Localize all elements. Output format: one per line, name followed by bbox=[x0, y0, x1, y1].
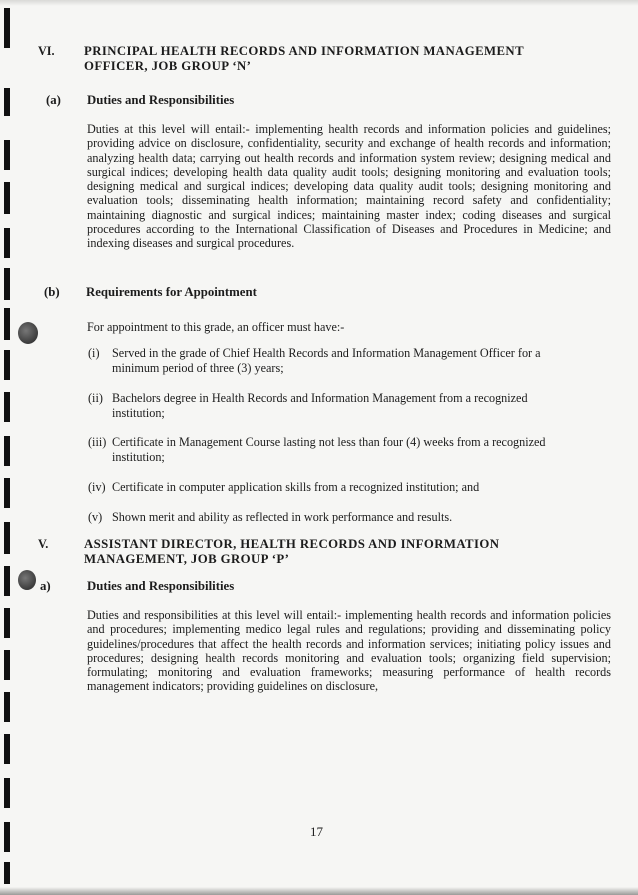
list-item-number: (ii) bbox=[88, 391, 103, 405]
binder-mark bbox=[4, 862, 10, 884]
binder-mark bbox=[4, 650, 10, 680]
section-numeral: V. bbox=[38, 537, 49, 551]
list-item-number: (v) bbox=[88, 510, 103, 524]
subsection-label: (b) bbox=[44, 285, 60, 299]
scan-edge-bottom bbox=[0, 887, 638, 895]
list-item: Served in the grade of Chief Health Records and Information Management Officer for a minimum period of three (3) years; bbox=[112, 346, 541, 375]
section-title: PRINCIPAL HEALTH RECORDS AND INFORMATION MANAGEMENT OFFICER, JOB GROUP ‘N’ bbox=[84, 44, 524, 73]
list-item: Certificate in computer application skills from a recognized institution; and bbox=[112, 480, 480, 494]
list-item: Shown merit and ability as reflected in work performance and results. bbox=[112, 510, 453, 524]
duties-paragraph: Duties at this level will entail:- implementing health records and information policies and guidelines; providing advice on disclosure, confidentiality, security and exchange of health records and information; analyzing health data; carrying out health records and information system review; designing medical and surgical indices; developing health data quality audit tools; designing monitoring and evaluation tools; designing medical and surgical indices; developing data quality audit tools; designing monitoring and evaluation tools; disseminating health information; maintaining record safety and confidentiality; maintaining diagnostic and surgical indices; maintaining master index; coding diseases and surgical procedures according to the International Classification of Diseases and Procedures in Medicine; and indexing diseases and surgical procedures. bbox=[87, 122, 611, 251]
duties-paragraph: Duties and responsibilities at this level will entail:- implementing health records and information policies and procedures; implementing medico legal rules and regulations; providing and disseminating policy guidelines/procedures that affect the health records and information services; initiating policy issues and procedures; designing health records monitoring and evaluation tools; organizing field supervision; formulating; monitoring and evaluation frameworks; measuring performance of health records management indicators; providing guidelines on disclosure, bbox=[87, 608, 611, 694]
requirements-intro: For appointment to this grade, an officer must have:- bbox=[87, 320, 345, 334]
subsection-heading: Requirements for Appointment bbox=[86, 285, 257, 299]
binder-mark bbox=[4, 350, 10, 380]
binder-mark bbox=[4, 392, 10, 422]
punch-hole bbox=[18, 322, 38, 344]
subsection-heading: Duties and Responsibilities bbox=[87, 93, 235, 107]
list-item: Bachelors degree in Health Records and Information Management from a recognized institution; bbox=[112, 391, 528, 420]
binder-mark bbox=[4, 608, 10, 638]
binder-mark bbox=[4, 692, 10, 722]
list-item-number: (iii) bbox=[88, 435, 107, 449]
binder-mark bbox=[4, 522, 10, 554]
section-title: ASSISTANT DIRECTOR, HEALTH RECORDS AND INFORMATION MANAGEMENT, JOB GROUP ‘P’ bbox=[84, 537, 500, 566]
subsection-label: a) bbox=[40, 579, 51, 593]
binder-mark bbox=[4, 88, 10, 116]
punch-hole bbox=[18, 570, 36, 590]
binder-mark bbox=[4, 566, 10, 596]
page-number: 17 bbox=[310, 824, 323, 839]
list-item: Certificate in Management Course lasting not less than four (4) weeks from a recognized institution; bbox=[112, 435, 546, 464]
list-item-number: (iv) bbox=[88, 480, 106, 494]
list-item-number: (i) bbox=[88, 346, 100, 360]
binder-mark bbox=[4, 140, 10, 170]
binder-mark bbox=[4, 478, 10, 508]
section-numeral: VI. bbox=[38, 44, 55, 58]
subsection-label: (a) bbox=[46, 93, 61, 107]
binder-mark bbox=[4, 182, 10, 214]
binder-mark bbox=[4, 8, 10, 48]
binder-mark bbox=[4, 734, 10, 764]
binder-mark bbox=[4, 778, 10, 808]
binder-mark bbox=[4, 228, 10, 258]
binder-mark bbox=[4, 436, 10, 466]
binder-mark bbox=[4, 268, 10, 300]
binder-mark bbox=[4, 822, 10, 852]
subsection-heading: Duties and Responsibilities bbox=[87, 579, 235, 593]
binder-mark bbox=[4, 308, 10, 340]
scan-edge-top bbox=[0, 0, 638, 6]
